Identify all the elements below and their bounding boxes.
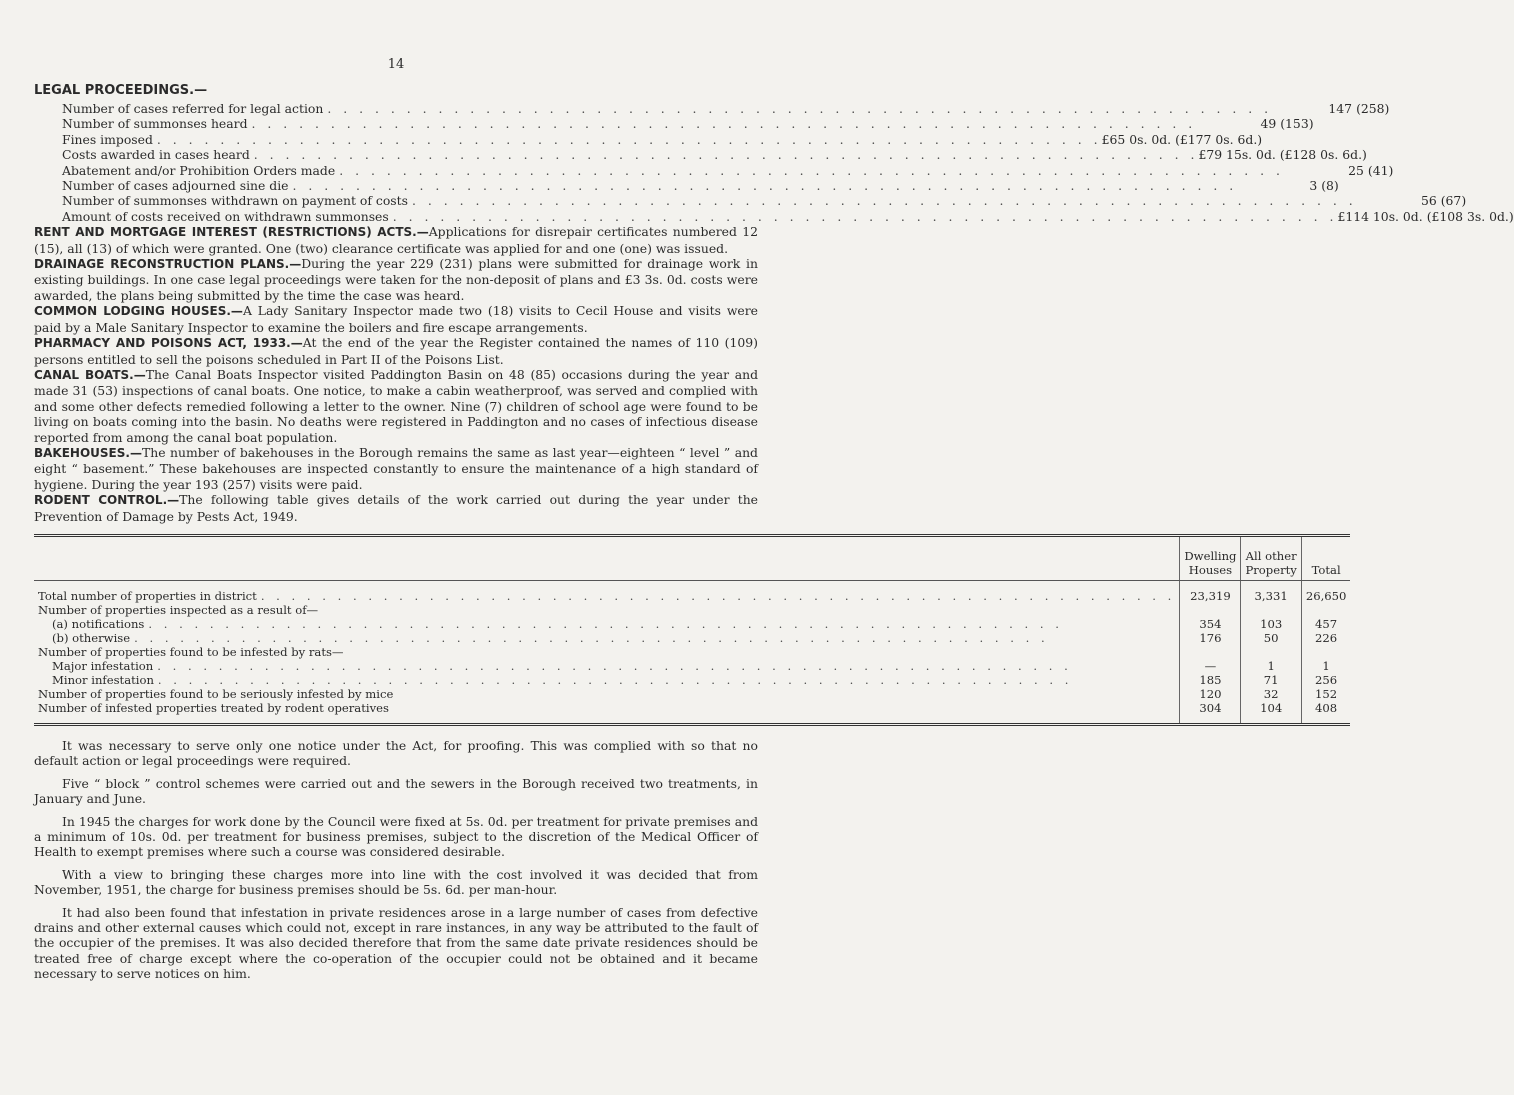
closing-paragraph: In 1945 the charges for work done by the Council were fixed at 5s. 0d. per treatment for private premises and a minimum of 10s. 0d. per treatment for business premises, subject to the discretion of the Medical Officer of Health to exempt premises where such a course was considered desirable. — [34, 813, 758, 860]
table-header-row — [34, 535, 1350, 580]
leader-dots: . . . . . . . . . . . . . . . . . . . . . . . . . . . . . . . . . . . . . . . . . . . . . . . . . . . . . . . . . . . . — [156, 131, 1102, 147]
legal-proceedings-heading: LEGAL PROCEEDINGS.— — [34, 83, 208, 98]
table-row-label-cell — [34, 631, 1180, 645]
table-cell-total — [1301, 645, 1350, 659]
table-cell-dwelling: 354 — [1180, 617, 1241, 631]
table-row-label-cell — [34, 617, 1180, 631]
section-paragraph — [34, 492, 758, 524]
section-heading: BAKEHOUSES.— — [34, 445, 142, 460]
section-paragraph — [34, 445, 758, 492]
table-row-label-wrap — [38, 603, 1175, 617]
table-row — [34, 659, 1350, 673]
legal-row-label: Amount of costs received on withdrawn summonses — [62, 208, 389, 224]
section-heading: DRAINAGE RECONSTRUCTION PLANS.— — [34, 257, 302, 272]
leader-dots: . . . . . . . . . . . . . . . . . . . . . . . . . . . . . . . . . . . . . . . . . . . . . . . . . . . . . . . . . . . . — [251, 116, 1197, 132]
table-cell-total: 26,650 — [1301, 580, 1350, 603]
section-heading: RENT AND MORTGAGE INTEREST (RESTRICTIONS) ACTS.— — [34, 225, 429, 240]
legal-row-value-group — [1272, 101, 1422, 116]
table-row — [34, 687, 1350, 701]
section-paragraph — [34, 224, 758, 256]
table-row-label-wrap — [38, 631, 1175, 645]
legal-row-previous: (8) — [1321, 178, 1339, 194]
leader-dots: . . . . . . . . . . . . . . . . . . . . . . . . . . . . . . . . . . . . . . . . . . . . . . . . . . . . . . . . . . . . — [339, 162, 1284, 178]
table-row-label-wrap — [38, 645, 1175, 659]
table-row-label: Number of properties inspected as a result of— — [38, 602, 319, 617]
legal-row — [62, 178, 1339, 194]
table-cell-total: 152 — [1301, 687, 1350, 701]
table-header-dwelling: Dwelling Houses — [1180, 535, 1241, 580]
legal-row-label: Number of cases adjourned sine die — [62, 178, 289, 194]
legal-row-value: 49 — [1260, 116, 1277, 132]
legal-row-value-group — [1101, 131, 1263, 147]
leader-dots: . . . . . . . . . . . . . . . . . . . . . . . . . . . . . . . . . . . . . . . . . . . . . . . . . . . . . . . . . . . . — [292, 178, 1238, 194]
leader-dots: . . . . . . . . . . . . . . . . . . . . . . . . . . . . . . . . . . . . . . . . . . . . . . . . . . . . . . . . . . . . — [157, 658, 1072, 673]
legal-row-label: Abatement and/or Prohibition Orders made — [62, 162, 336, 178]
legal-row-previous: (£177 0s. 6d.) — [1175, 131, 1263, 147]
section-heading: PHARMACY AND POISONS ACT, 1933.— — [34, 336, 303, 351]
table-row-label: Total number of properties in district — [38, 588, 257, 603]
table-row-label: Number of properties found to be infested by rats— — [38, 644, 344, 659]
legal-row-previous: (67) — [1440, 193, 1467, 209]
legal-row-value-group — [1284, 163, 1434, 178]
table-cell-total: 457 — [1301, 617, 1350, 631]
section-heading: COMMON LODGING HOUSES.— — [34, 304, 243, 319]
table-row — [34, 580, 1350, 603]
table-row-label-cell — [34, 645, 1180, 659]
sections — [34, 224, 758, 524]
section-paragraph — [34, 367, 758, 445]
legal-row-value-group — [1357, 193, 1507, 208]
legal-row-label: Costs awarded in cases heard — [62, 147, 250, 163]
table-row — [34, 673, 1350, 687]
legal-row-value: 3 — [1309, 178, 1318, 194]
table-cell-other: 3,331 — [1241, 580, 1301, 603]
table-row — [34, 617, 1350, 631]
closing-paragraphs — [34, 738, 758, 982]
section-text: The number of bakehouses in the Borough remains the same as last year—eighteen “ level ” and eight “ basement.” These bakehouses are inspected constantly to ensure the maintenance of a high standard of hygiene. During the year 193 (257) visits were paid. — [34, 444, 758, 492]
table-cell-dwelling: 176 — [1180, 631, 1241, 645]
table-cell-dwelling: — — [1180, 659, 1241, 673]
table-cell-total: 1 — [1301, 659, 1350, 673]
table-row-label-cell — [34, 603, 1180, 617]
legal-row-previous: (£128 0s. 6d.) — [1279, 147, 1367, 163]
table-cell-dwelling: 185 — [1180, 673, 1241, 687]
section-heading: CANAL BOATS.— — [34, 367, 146, 382]
closing-paragraph: Five “ block ” control schemes were carried out and the sewers in the Borough received two treatments, in January and June. — [34, 775, 758, 807]
section-paragraph — [34, 335, 758, 367]
legal-row — [62, 131, 1263, 147]
legal-row-value-group — [1237, 178, 1387, 193]
legal-row-previous: (153) — [1280, 116, 1314, 132]
table-header-total: Total — [1301, 535, 1350, 580]
legal-row-value: 147 — [1328, 101, 1353, 116]
legal-row-value: 56 — [1420, 193, 1437, 209]
table-row — [34, 701, 1350, 725]
table-row-label: Number of infested properties treated by rodent operatives — [38, 700, 389, 715]
legal-row-value-group — [1196, 116, 1346, 131]
table-cell-dwelling — [1180, 645, 1241, 659]
section-text: The Canal Boats Inspector visited Paddington Basin on 48 (85) occasions during the year and made 31 (53) inspections of canal boats. One notice, to make a cabin weatherproof, was served and complied with and some other defects remedied following a letter to the owner. Nine (7) children of school age were found to be living on boats coming into the basin. No deaths were registered in Paddington and no cases of infectious disease reported from among the canal boat population. — [34, 366, 758, 445]
leader-dots: . . . . . . . . . . . . . . . . . . . . . . . . . . . . . . . . . . . . . . . . . . . . . . . . . . . . . . . . . . . . — [327, 101, 1273, 116]
table-header-blank — [34, 535, 1180, 580]
legal-row-previous: (41) — [1367, 162, 1394, 178]
table-row-label-cell — [34, 673, 1180, 687]
table-row-label-wrap — [38, 589, 1175, 603]
table-row-label: Minor infestation — [52, 672, 154, 687]
table-row-label-cell — [34, 580, 1180, 603]
table-header-other: All other Property — [1241, 535, 1301, 580]
section-paragraph — [34, 256, 758, 303]
table-row-label: Number of properties found to be seriously infested by mice — [38, 686, 394, 701]
table-cell-dwelling: 120 — [1180, 687, 1241, 701]
legal-row — [62, 208, 1514, 224]
legal-row-value: £65 0s. 0d. — [1101, 131, 1172, 147]
table-cell-other: 1 — [1241, 659, 1301, 673]
table-row — [34, 631, 1350, 645]
closing-paragraph: It was necessary to serve only one notice under the Act, for proofing. This was complied with so that no default action or legal proceedings were required. — [34, 737, 758, 769]
leader-dots: . . . . . . . . . . . . . . . . . . . . . . . . . . . . . . . . . . . . . . . . . . . . . . . . . . . . . . . . . . . . — [392, 208, 1338, 224]
legal-row-previous: (258) — [1356, 101, 1390, 116]
table-cell-dwelling — [1180, 603, 1241, 617]
legal-row-label: Fines imposed — [62, 131, 153, 147]
legal-row-value: £79 15s. 0d. — [1198, 147, 1276, 163]
page-number: 14 — [387, 57, 405, 72]
closing-paragraph: With a view to bringing these charges more into line with the cost involved it was decided that from November, 1951, the charge for business premises should be 5s. 6d. per man-hour. — [34, 866, 758, 898]
legal-row — [62, 116, 1314, 132]
legal-row-value: £114 10s. 0d. — [1337, 208, 1423, 224]
legal-proceedings-list — [62, 101, 1514, 224]
table-row-label-cell — [34, 701, 1180, 725]
section-paragraph — [34, 303, 758, 335]
table-cell-other: 71 — [1241, 673, 1301, 687]
legal-row-value: 25 — [1348, 162, 1364, 178]
section-text: During the year 229 (231) plans were submitted for drainage work in existing buildings. In one case legal proceedings were taken for the non-deposit of plans and £3 3s. 0d. costs were awarded, the plans being submitted by the time the case was heard. — [34, 256, 758, 303]
leader-dots: . . . . . . . . . . . . . . . . . . . . . . . . . . . . . . . . . . . . . . . . . . . . . . . . . . . . . . . . . . . . — [148, 616, 1063, 631]
section-text: A Lady Sanitary Inspector made two (18) visits to Cecil House and visits were paid by a Male Sanitary Inspector to examine the boilers and fire escape arrangements. — [34, 303, 759, 335]
section-text: Applications for disrepair certificates numbered 12 (15), all (13) of which were granted. One (two) clearance certificate was applied for and one (one) was issued. — [34, 224, 758, 256]
table-row-label: (b) otherwise — [52, 630, 131, 645]
legal-row — [62, 147, 1367, 163]
table-cell-total: 256 — [1301, 673, 1350, 687]
section-text: The following table gives details of the work carried out during the year under the Prevention of Damage by Pests Act, 1949. — [34, 492, 759, 524]
table-row-label-cell — [34, 687, 1180, 701]
table-row-label-wrap — [38, 673, 1175, 687]
section-heading: RODENT CONTROL.— — [34, 493, 180, 508]
table-row-label-wrap — [38, 617, 1175, 631]
table-row-label-wrap — [38, 659, 1175, 673]
leader-dots: . . . . . . . . . . . . . . . . . . . . . . . . . . . . . . . . . . . . . . . . . . . . . . . . . . . . . . . . . . . . — [157, 672, 1073, 687]
leader-dots: . . . . . . . . . . . . . . . . . . . . . . . . . . . . . . . . . . . . . . . . . . . . . . . . . . . . . . . . . . . . — [253, 147, 1199, 163]
leader-dots: . . . . . . . . . . . . . . . . . . . . . . . . . . . . . . . . . . . . . . . . . . . . . . . . . . . . . . . . . . . . — [412, 193, 1357, 209]
legal-row — [62, 193, 1467, 209]
rodent-control-table — [34, 534, 1350, 726]
table-cell-other — [1241, 645, 1301, 659]
table-row — [34, 645, 1350, 659]
table-cell-other: 103 — [1241, 617, 1301, 631]
legal-row-label: Number of summonses withdrawn on payment of costs — [62, 193, 409, 209]
table-row-label-wrap — [38, 701, 1175, 715]
table-cell-total: 226 — [1301, 631, 1350, 645]
legal-row-label: Number of cases referred for legal action — [62, 101, 324, 116]
leader-dots: . . . . . . . . . . . . . . . . . . . . . . . . . . . . . . . . . . . . . . . . . . . . . . . . . . . . . . . . . . . . — [260, 588, 1176, 603]
table-row-label-cell — [34, 659, 1180, 673]
leader-dots: . . . . . . . . . . . . . . . . . . . . . . . . . . . . . . . . . . . . . . . . . . . . . . . . . . . . . . . . . . . . — [134, 630, 1049, 645]
table-cell-total: 408 — [1301, 701, 1350, 725]
legal-row-label: Number of summonses heard — [62, 116, 248, 132]
closing-paragraph: It had also been found that infestation in private residences arose in a large number of cases from defective drains and other external causes which could not, except in rare instances, in any way be attributed to the fault of the occupier of the premises. It was also decided therefore that from the same date private residences should be treated free of charge except where the co-operation of the occupier could not be obtained and it became necessary to serve notices on him. — [34, 904, 758, 982]
table-row-label: (a) notifications — [52, 616, 145, 631]
table-body — [34, 580, 1350, 724]
table-row-label-wrap — [38, 687, 1175, 701]
legal-row-value-group — [1198, 147, 1367, 163]
section-text: At the end of the year the Register contained the names of 110 (109) persons entitled to sell the poisons scheduled in Part II of the Poisons List. — [34, 335, 758, 367]
legal-row-previous: (£108 3s. 0d.) — [1426, 208, 1514, 224]
legal-row — [62, 101, 1390, 116]
table-cell-other: 50 — [1241, 631, 1301, 645]
table-cell-other — [1241, 603, 1301, 617]
table-row — [34, 603, 1350, 617]
legal-row-value-group — [1337, 208, 1514, 224]
table-cell-other: 104 — [1241, 701, 1301, 725]
legal-row — [62, 162, 1394, 178]
table-cell-total — [1301, 603, 1350, 617]
table-row-label: Major infestation — [52, 658, 154, 673]
table-cell-other: 32 — [1241, 687, 1301, 701]
table-cell-dwelling: 23,319 — [1180, 580, 1241, 603]
table-cell-dwelling: 304 — [1180, 701, 1241, 725]
